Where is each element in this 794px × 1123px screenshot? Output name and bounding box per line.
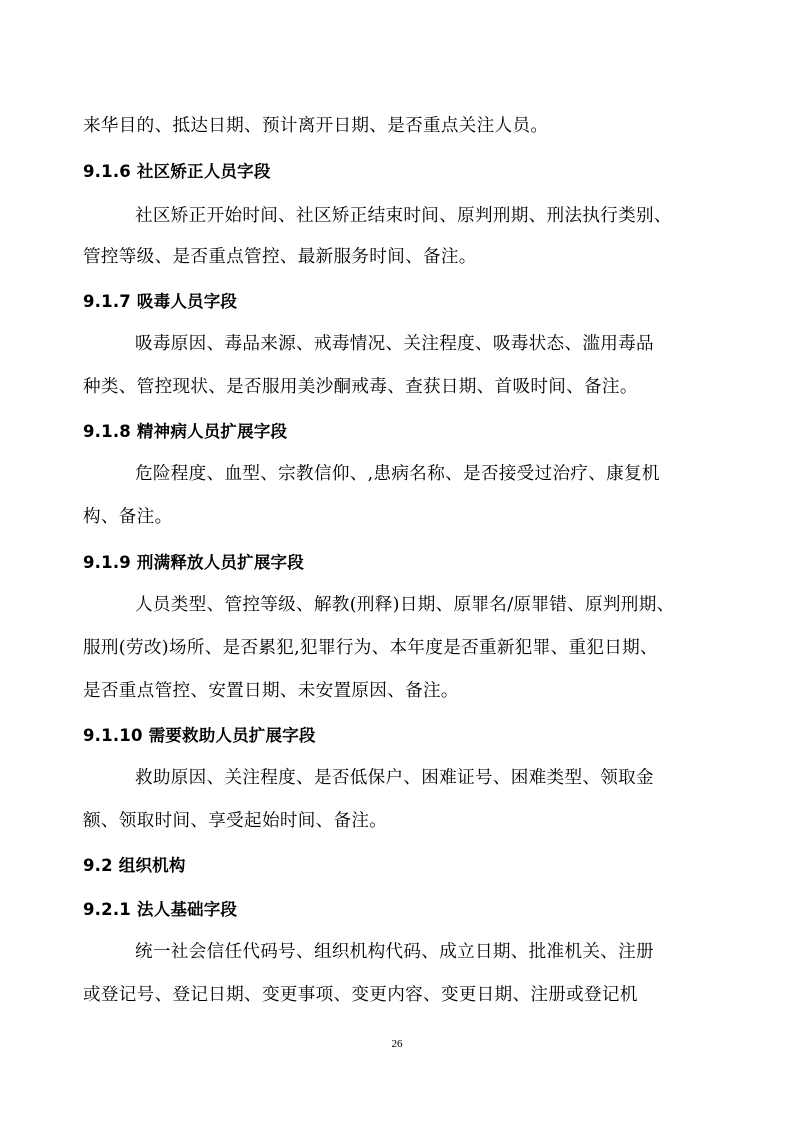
- paragraph-line: 种类、管控现状、是否服用美沙酮戒毒、查获日期、首吸时间、备注。: [83, 377, 638, 397]
- section-heading-9-1-10: 9.1.10 需要救助人员扩展字段: [83, 726, 316, 745]
- paragraph-line: 来华目的、抵达日期、预计离开日期、是否重点关注人员。: [83, 116, 549, 136]
- paragraph-line: 额、领取时间、享受起始时间、备注。: [83, 811, 388, 831]
- paragraph-line: 是否重点管控、安置日期、未安置原因、备注。: [83, 681, 459, 701]
- section-heading-9-2-1: 9.2.1 法人基础字段: [83, 900, 238, 919]
- paragraph-line: 服刑(劳改)场所、是否累犯,犯罪行为、本年度是否重新犯罪、重犯日期、: [83, 638, 658, 658]
- paragraph-line: 人员类型、管控等级、解教(刑释)日期、原罪名/原罪错、原判刑期、: [135, 595, 675, 615]
- section-heading-9-1-9: 9.1.9 刑满释放人员扩展字段: [83, 553, 304, 572]
- paragraph-line: 构、备注。: [83, 507, 173, 527]
- paragraph-line: 危险程度、血型、宗教信仰、,患病名称、是否接受过治疗、康复机: [135, 464, 660, 484]
- section-heading-9-1-8: 9.1.8 精神病人员扩展字段: [83, 422, 288, 441]
- paragraph-line: 救助原因、关注程度、是否低保户、困难证号、困难类型、领取金: [135, 768, 654, 788]
- section-heading-9-1-7: 9.1.7 吸毒人员字段: [83, 292, 238, 311]
- page-number: 26: [391, 1038, 403, 1050]
- paragraph-line: 统一社会信任代码号、组织机构代码、成立日期、批准机关、注册: [135, 942, 654, 962]
- paragraph-line: 社区矫正开始时间、社区矫正结束时间、原判刑期、刑法执行类别、: [135, 206, 672, 226]
- paragraph-line: 吸毒原因、毒品来源、戒毒情况、关注程度、吸毒状态、滥用毒品: [135, 334, 654, 354]
- section-heading-9-1-6: 9.1.6 社区矫正人员字段: [83, 162, 271, 181]
- section-heading-9-2: 9.2 组织机构: [83, 856, 186, 875]
- paragraph-line: 或登记号、登记日期、变更事项、变更内容、变更日期、注册或登记机: [83, 985, 638, 1005]
- paragraph-line: 管控等级、是否重点管控、最新服务时间、备注。: [83, 247, 477, 267]
